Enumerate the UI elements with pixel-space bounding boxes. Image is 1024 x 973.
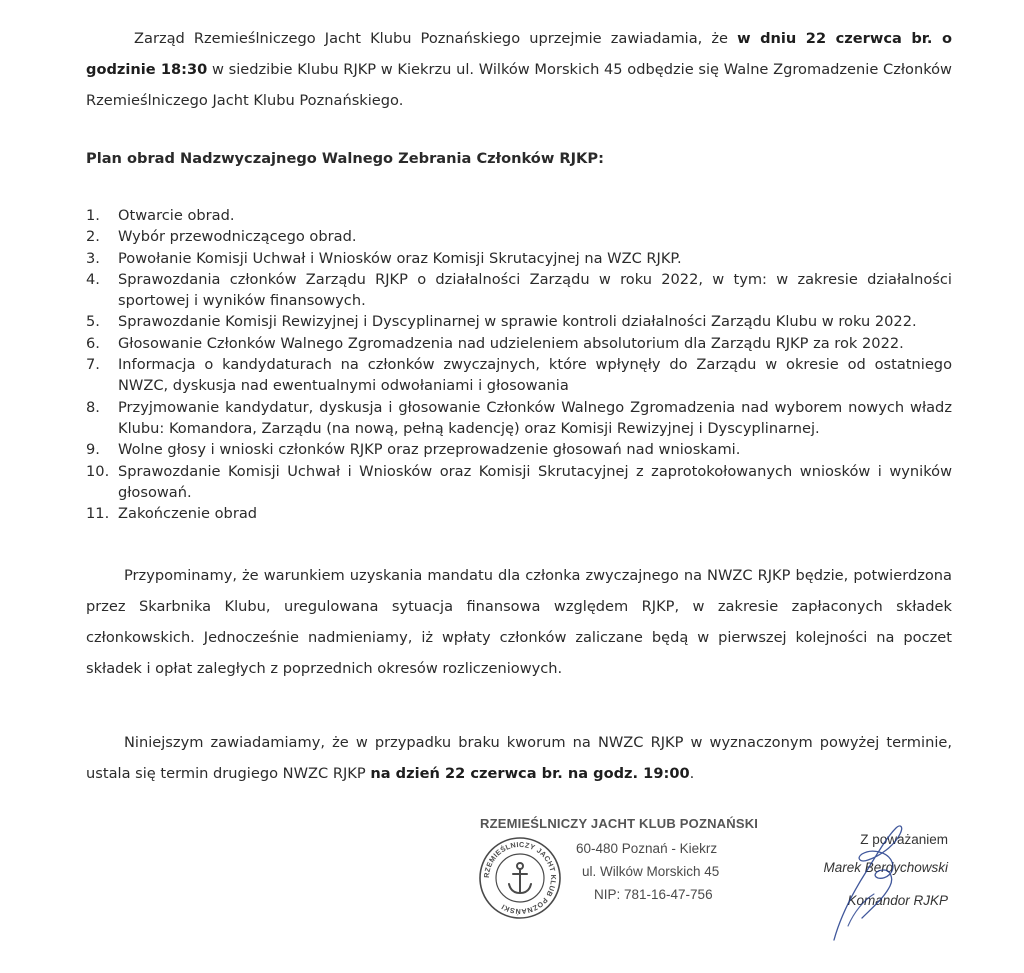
agenda-item-text: Powołanie Komisji Uchwał i Wniosków oraz Komisji Skrutacyjnej na WZC RJKP. [118, 249, 682, 267]
club-seal-icon [478, 836, 562, 920]
agenda-item-text: Informacja o kandydaturach na członków zwyczajnych, które wpłynęły do Zarządu w okresie od ostatniego NWZC, dyskusja nad ewentualnymi odwołaniami i głosowania [118, 356, 952, 395]
stamp-address-street: ul. Wilków Morskich 45 [582, 864, 720, 879]
agenda-item-text: Sprawozdania członków Zarządu RJKP o działalności Zarządu w roku 2022, w tym: w zakresie działalności sportowej i wyników finansowych. [118, 270, 952, 310]
agenda-item-text: Sprawozdanie Komisji Uchwał i Wniosków oraz Komisji Skrutacyjnej z zaprotokołowanych wniosków i wyników głosowań. [118, 462, 952, 501]
intro-text-2: w siedzibie Klubu RJKP w Kiekrzu ul. Wilków Morskich 45 odbędzie się Walne Zgromadzenie Członków Rzemieślniczego Jacht Klubu Poznańskiego. [86, 61, 952, 109]
agenda-item [86, 205, 952, 226]
agenda-heading: Plan obrad Nadzwyczajnego Walnego Zebrania Członków RJKP: [86, 150, 604, 167]
agenda-item-number: 2. [86, 228, 100, 246]
agenda-item-number: 5. [86, 313, 100, 331]
closing-text: Z poważaniem [860, 832, 948, 847]
agenda-item [86, 503, 952, 524]
footer [0, 808, 1024, 958]
agenda-item [86, 269, 952, 312]
signatory-title: Komandor RJKP [847, 893, 948, 908]
stamp-address-city: 60-480 Poznań - Kiekrz [576, 841, 718, 856]
intro-text-1: Zarząd Rzemieślniczego Jacht Klubu Poznańskiego uprzejmie zawiadamia, że [134, 30, 738, 47]
quorum-paragraph [86, 727, 952, 789]
intro-date-time: w dniu 22 czerwca br. o godzinie 18:30 [86, 30, 952, 78]
agenda-item-text: Zakończenie obrad [118, 505, 258, 523]
agenda-item-text: Otwarcie obrad. [118, 207, 235, 224]
agenda-item [86, 461, 952, 504]
agenda-item-number: 4. [86, 270, 100, 288]
agenda-list [86, 205, 952, 524]
agenda-item-number: 3. [86, 249, 100, 267]
agenda-item [86, 333, 952, 354]
agenda-item-number: 9. [86, 441, 100, 459]
agenda-item-text: Sprawozdanie Komisji Rewizyjnej i Dyscyplinarnej w sprawie kontroli działalności Zarządu Klubu w roku 2022. [118, 313, 917, 331]
signature-block [780, 808, 960, 958]
agenda-item-number: 11. [86, 505, 110, 523]
stamp-nip: NIP: 781-16-47-756 [594, 887, 713, 902]
quorum-text-2: . [689, 765, 695, 782]
agenda-item-text: Wybór przewodniczącego obrad. [118, 228, 357, 246]
stamp-org-name: RZEMIEŚLNICZY JACHT KLUB POZNAŃSKI [480, 816, 759, 831]
signatory-name: Marek Berdychowski [823, 860, 948, 875]
agenda-item-number: 10. [86, 462, 110, 480]
seal-text: RZEMIEŚLNICZY JACHT KLUB POZNAŃSKI [481, 839, 559, 917]
quorum-text-1: Niniejszym zawiadamiamy, że w przypadku braku kworum na NWZC RJKP w wyznaczonym powyżej terminie, ustala się termin drugiego NWZC RJKP [86, 734, 952, 782]
agenda-item-number: 7. [86, 356, 100, 374]
agenda-item [86, 248, 952, 269]
agenda-item-number: 1. [86, 207, 100, 224]
agenda-item [86, 397, 952, 440]
agenda-item [86, 311, 952, 332]
agenda-item-text: Głosowanie Członków Walnego Zgromadzenia nad udzieleniem absolutorium dla Zarządu RJKP za rok 2022. [118, 334, 904, 352]
agenda-item-number: 8. [86, 398, 100, 416]
agenda-item [86, 439, 952, 460]
agenda-item-number: 6. [86, 334, 100, 352]
agenda-item [86, 354, 952, 397]
quorum-date-time: na dzień 22 czerwca br. na godz. 19:00 [370, 765, 690, 782]
handwritten-signature-icon [780, 808, 960, 948]
agenda-item-text: Wolne głosy i wnioski członków RJKP oraz przeprowadzenie głosowań nad wnioskami. [118, 441, 741, 459]
agenda-item [86, 226, 952, 247]
agenda-item-text: Przyjmowanie kandydatur, dyskusja i głosowanie Członków Walnego Zgromadzenia nad wyborem nowych władz Klubu: Komandora, Zarządu (na nową, pełną kadencję) oraz Komisji Rewizyjnej i Dyscyplinarnej. [118, 398, 952, 437]
reminder-paragraph: Przypominamy, że warunkiem uzyskania mandatu dla członka zwyczajnego na NWZC RJKP będzie, potwierdzona przez Skarbnika Klubu, uregulowana sytuacja finansowa względem RJKP, w zakresie zapłaconych składek członkowskich. Jednocześnie nadmieniamy, iż wpłaty członków zaliczane będą w pierwszej kolejności na poczet składek i opłat zaległych z poprzednich okresów rozliczeniowych. [86, 567, 952, 677]
intro-paragraph [86, 23, 952, 116]
